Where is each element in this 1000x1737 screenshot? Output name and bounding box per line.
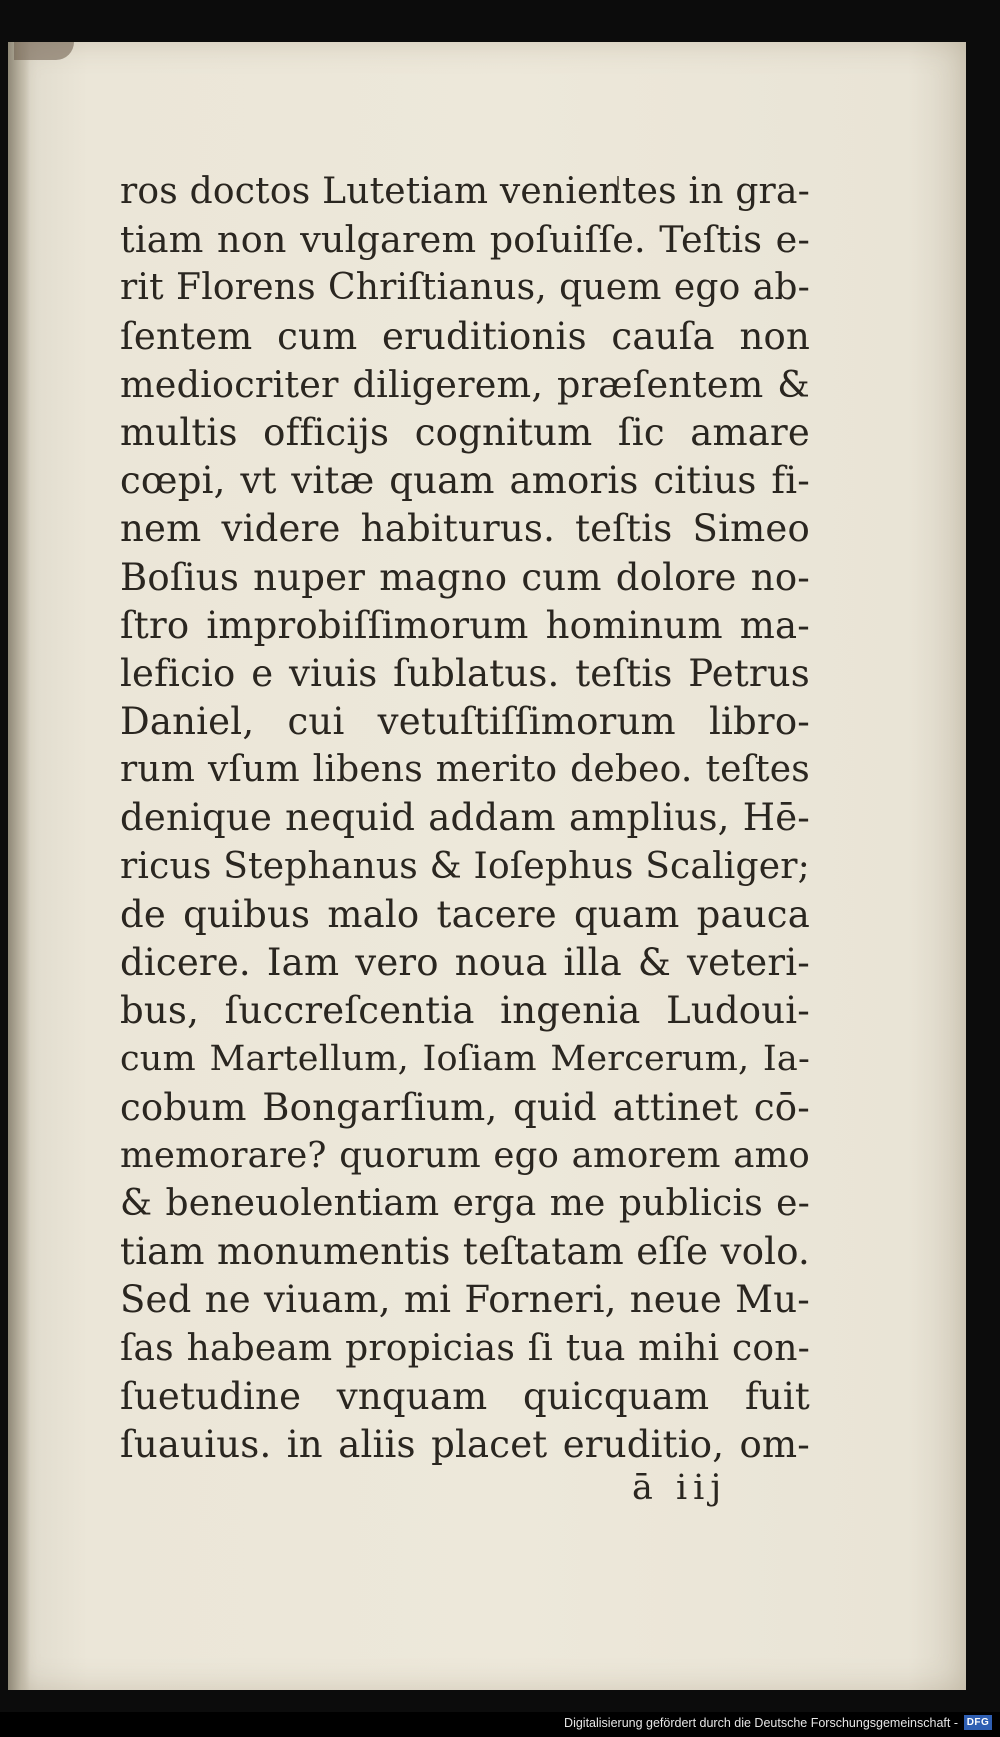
text-line: ſentem cum eruditionis cauſa non — [120, 314, 810, 358]
text-line: ros doctos Lutetiam venientes in gra- — [120, 171, 810, 212]
text-line: Boſius nuper magno cum dolore no- — [120, 555, 810, 599]
text-line: dicere. Iam vero noua illa & veteri- — [120, 941, 810, 984]
text-line: rum vſum libens merito debeo. teſtes — [120, 749, 810, 791]
text-line: multis officijs cognitum ſic amare — [120, 410, 810, 454]
body-text — [120, 168, 810, 1469]
text-line: ſuauius. in aliis placet eruditio, om- — [120, 1422, 810, 1466]
text-line: ſtro improbiſſimorum hominum ma- — [120, 603, 810, 647]
text-line: Sed ne viuam, mi Forneri, neue Mu- — [120, 1278, 810, 1322]
text-line: mediocriter diligerem, præſentem & — [120, 362, 810, 406]
text-line: ſuetudine vnquam quicquam fuit — [120, 1374, 810, 1418]
text-line: rit Florens Chriſtianus, quem ego ab- — [120, 267, 810, 309]
text-line: memorare? quorum ego amorem amo — [120, 1134, 810, 1176]
text-line: cum Martellum, Ioſiam Mercerum, Ia- — [120, 1039, 810, 1080]
text-line: de quibus malo tacere quam pauca — [120, 892, 810, 936]
text-line: cobum Bongarſium, quid attinet cō- — [120, 1085, 810, 1129]
dfg-logo-icon: DFG — [964, 1715, 992, 1730]
text-line: tiam monumentis teſtatam eſſe volo. — [120, 1230, 810, 1274]
text-line: ricus Stephanus & Ioſephus Scaliger; — [120, 845, 810, 887]
text-line: bus, ſuccreſcentia ingenia Ludoui- — [120, 989, 810, 1033]
text-line: Daniel, cui vetuſtiſſimorum libro- — [120, 700, 810, 744]
text-line: denique nequid addam amplius, Hē- — [120, 796, 810, 840]
text-line: ſas habeam propicias ſi tua mihi con- — [120, 1327, 810, 1369]
text-line: nem videre habiturus. teſtis Simeo — [120, 507, 810, 551]
text-line: cœpi, vt vitæ quam amoris citius fi- — [120, 459, 810, 503]
digitization-credit: Digitalisierung gefördert durch die Deutsche Forschungsgemeinschaft - — [564, 1716, 958, 1730]
text-line: leficio e viuis ſublatus. teſtis Petrus — [120, 651, 810, 695]
text-line: tiam non vulgarem poſuiſſe. Teſtis e- — [120, 218, 810, 262]
signature-mark: ā iij — [632, 1468, 728, 1508]
text-line: & beneuolentiam erga me publicis e- — [120, 1182, 810, 1224]
page-binding-shadow — [8, 42, 30, 1690]
page-corner-stain — [14, 42, 74, 60]
